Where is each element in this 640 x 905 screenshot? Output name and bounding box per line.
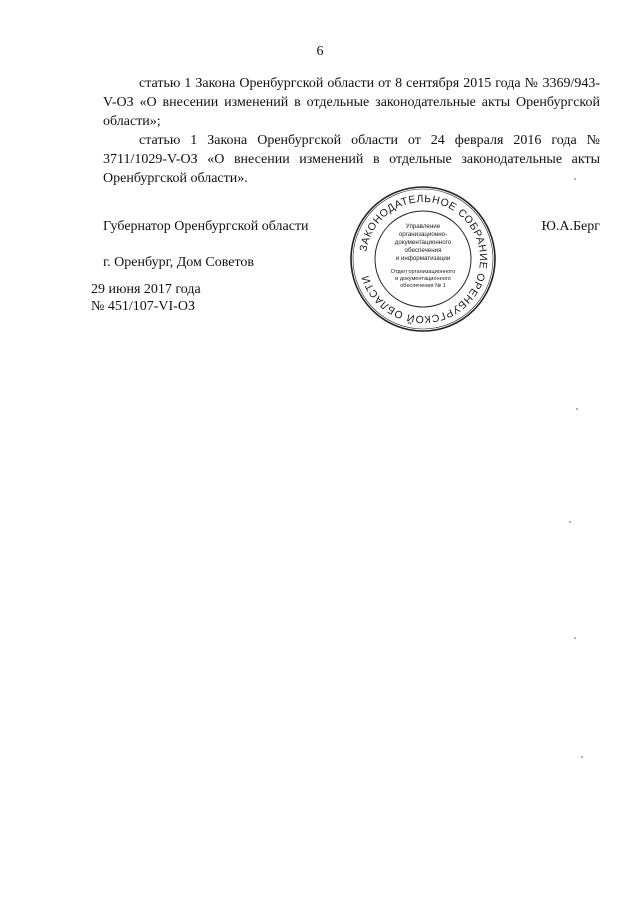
official-seal [348,184,498,334]
document-date: 29 июня 2017 года [91,282,201,297]
place: г. Оренбург, Дом Советов [103,255,254,270]
scan-speck [574,178,576,180]
seal-line-3: документационного [394,239,452,246]
seal-line-2: организационно- [398,231,448,238]
seal-line-5: и информатизации [395,255,451,262]
seal-line-1: Управление [405,223,441,230]
scan-speck [576,408,578,410]
seal-ring-text: ЗАКОНОДАТЕЛЬНОЕ СОБРАНИЕ ОРЕНБУРГСКОЙ ОБЛАСТИ [357,192,490,326]
seal-graphic [348,184,498,334]
date-block [91,281,201,315]
signature-position: Губернатор Оренбургской области [103,219,309,234]
paragraph-1: статью 1 Закона Оренбургской области от 8 сентября 2015 года № 3369/943-V-ОЗ «О внесении изменений в отдельные законодательные акты Оренбургской области»; [103,76,600,129]
scan-speck [574,637,576,639]
paragraph-2: статью 1 Закона Оренбургской области от 24 февраля 2016 года № 3711/1029-V-ОЗ «О внесении изменений в отдельные законодательные акты Оренбургской области». [103,133,600,186]
page-number: 6 [316,44,324,59]
seal-line-8: обеспечения № 1 [400,283,446,289]
seal-line-6: Отдел организационного [390,269,456,275]
signature-name: Ю.А.Берг [541,219,600,234]
seal-line-7: и документационного [395,276,451,282]
scan-speck [581,756,583,758]
seal-line-4: обеспечения [404,247,442,254]
scan-speck [569,521,571,523]
document-number: № 451/107-VI-ОЗ [91,299,195,314]
